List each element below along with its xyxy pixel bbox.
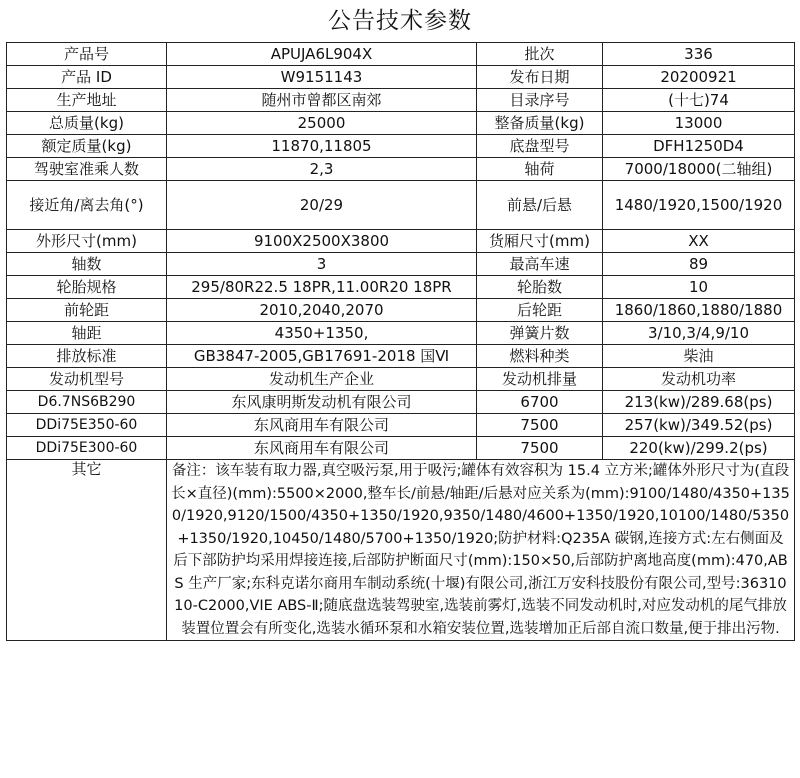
param-label: 轴荷 [477, 158, 603, 181]
param-label: 目录序号 [477, 89, 603, 112]
spec-row [7, 322, 795, 345]
param-value: 随州市曾都区南郊 [167, 89, 477, 112]
engine-power-header: 发动机功率 [603, 368, 795, 391]
param-label: 底盘型号 [477, 135, 603, 158]
other-row [7, 460, 795, 641]
param-value: 336 [603, 43, 795, 66]
param-value: 25000 [167, 112, 477, 135]
param-label: 额定质量(kg) [7, 135, 167, 158]
param-value: 89 [603, 253, 795, 276]
spec-row [7, 181, 795, 230]
engine-displacement-header: 发动机排量 [477, 368, 603, 391]
engine-model: DDi75E300-60 [7, 437, 167, 460]
param-label: 产品 ID [7, 66, 167, 89]
param-label: 轴距 [7, 322, 167, 345]
other-notes: 备注：该车装有取力器,真空吸污泵,用于吸污;罐体有效容积为 15.4 立方米;罐体外形尺寸为(直段长×直径)(mm):5500×2000,整车长/前悬/轴距/后悬对应关系为(mm):9100/1480/4350+1350/1920,9120/1500/4350+1350/1920,9350/1480/4600+1350/1920,10100/1480/5350+1350/1920,10450/1480/5700+1350/1920;防护材料:Q235A 碳钢,连接方式:左右侧面及后下部防护均采用焊接连接,后部防护断面尺寸(mm):150×50,后部防护离地高度(mm):470,ABS 生产厂家;东科克诺尔商用车制动系统(十堰)有限公司,浙江万安科技股份有限公司,型号:3631010-C2000,VIE ABS-Ⅱ;随底盘选装驾驶室,选装前雾灯,选装不同发动机时,对应发动机的尾气排放装置位置会有所变化,选装水循环泵和水箱安装位置,选装增加正后部自流口数量,便于排出污物. [167, 460, 795, 641]
param-label: 前轮距 [7, 299, 167, 322]
param-value: 295/80R22.5 18PR,11.00R20 18PR [167, 276, 477, 299]
spec-row [7, 66, 795, 89]
param-label: 最高车速 [477, 253, 603, 276]
engine-displacement: 7500 [477, 437, 603, 460]
spec-row [7, 345, 795, 368]
engine-maker: 东风商用车有限公司 [167, 437, 477, 460]
param-label: 轮胎数 [477, 276, 603, 299]
param-label: 生产地址 [7, 89, 167, 112]
param-label: 燃料种类 [477, 345, 603, 368]
page-title: 公告技术参数 [328, 8, 472, 34]
engine-maker: 东风康明斯发动机有限公司 [167, 391, 477, 414]
param-label: 产品号 [7, 43, 167, 66]
param-value: 10 [603, 276, 795, 299]
param-value: 9100X2500X3800 [167, 230, 477, 253]
spec-row [7, 158, 795, 181]
param-label: 驾驶室准乘人数 [7, 158, 167, 181]
spec-row [7, 89, 795, 112]
engine-model: D6.7NS6B290 [7, 391, 167, 414]
param-label: 整备质量(kg) [477, 112, 603, 135]
param-label: 接近角/离去角(°) [7, 181, 167, 230]
spec-row [7, 230, 795, 253]
engine-maker-header: 发动机生产企业 [167, 368, 477, 391]
spec-table-body [7, 43, 795, 641]
param-value: 11870,11805 [167, 135, 477, 158]
param-value: 1480/1920,1500/1920 [603, 181, 795, 230]
param-value: 3 [167, 253, 477, 276]
engine-row [7, 391, 795, 414]
spec-row [7, 135, 795, 158]
other-label: 其它 [7, 460, 167, 641]
engine-power: 257(kw)/349.52(ps) [603, 414, 795, 437]
param-value: 柴油 [603, 345, 795, 368]
spec-row [7, 112, 795, 135]
param-value: (十七)74 [603, 89, 795, 112]
param-value: XX [603, 230, 795, 253]
engine-row [7, 437, 795, 460]
param-value: 3/10,3/4,9/10 [603, 322, 795, 345]
engine-header-row [7, 368, 795, 391]
param-label: 后轮距 [477, 299, 603, 322]
spec-row [7, 43, 795, 66]
param-value: GB3847-2005,GB17691-2018 国Ⅵ [167, 345, 477, 368]
engine-row [7, 414, 795, 437]
param-label: 发布日期 [477, 66, 603, 89]
engine-model: DDi75E350-60 [7, 414, 167, 437]
param-value: 2,3 [167, 158, 477, 181]
param-label: 轴数 [7, 253, 167, 276]
param-label: 轮胎规格 [7, 276, 167, 299]
param-label: 排放标准 [7, 345, 167, 368]
param-value: APUJA6L904X [167, 43, 477, 66]
param-value: 7000/18000(二轴组) [603, 158, 795, 181]
param-label: 总质量(kg) [7, 112, 167, 135]
param-value: DFH1250D4 [603, 135, 795, 158]
param-value: 2010,2040,2070 [167, 299, 477, 322]
param-value: 1860/1860,1880/1880 [603, 299, 795, 322]
param-label: 外形尺寸(mm) [7, 230, 167, 253]
engine-displacement: 7500 [477, 414, 603, 437]
param-value: 20200921 [603, 66, 795, 89]
engine-model-header: 发动机型号 [7, 368, 167, 391]
param-label: 批次 [477, 43, 603, 66]
spec-row [7, 299, 795, 322]
engine-maker: 东风商用车有限公司 [167, 414, 477, 437]
engine-displacement: 6700 [477, 391, 603, 414]
param-value: 13000 [603, 112, 795, 135]
param-value: 4350+1350, [167, 322, 477, 345]
param-value: 20/29 [167, 181, 477, 230]
spec-row [7, 276, 795, 299]
param-value: W9151143 [167, 66, 477, 89]
spec-table [6, 42, 795, 641]
param-label: 前悬/后悬 [477, 181, 603, 230]
engine-power: 213(kw)/289.68(ps) [603, 391, 795, 414]
param-label: 货厢尺寸(mm) [477, 230, 603, 253]
engine-power: 220(kw)/299.2(ps) [603, 437, 795, 460]
param-label: 弹簧片数 [477, 322, 603, 345]
spec-row [7, 253, 795, 276]
